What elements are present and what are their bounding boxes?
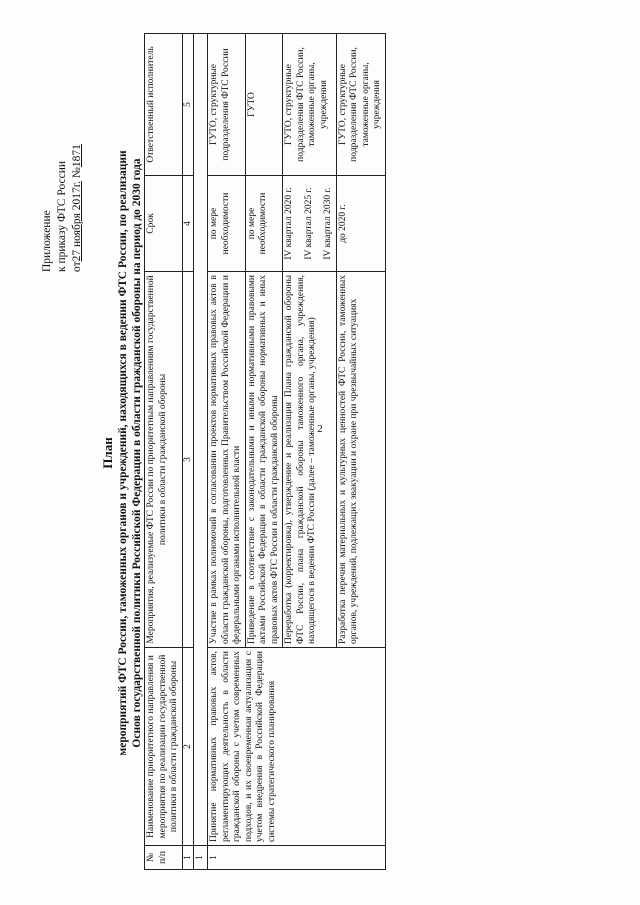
measure-text: Переработка (корректировка), утверждение и реализация Плана гражданской обороны ФТС России, плана гражданской обороны таможенного органа, учреждения, находящегося в ведении ФТС России (далее – таможенные органы, учреждения) <box>283 272 337 648</box>
rotated-content <box>32 33 608 873</box>
measure-text: Участие в рамках полномочий в согласовании проектов нормативных правовых актов в области гражданской обороны, подготовленных Правительством Российской Федерации и федеральными органами исполнительной власти <box>208 272 246 648</box>
term-gap <box>296 179 304 268</box>
column-number: 4 <box>182 176 193 272</box>
plan-title <box>100 33 144 873</box>
header-term: Срок <box>145 176 183 272</box>
column-number: 1 <box>182 846 193 870</box>
column-number: 2 <box>182 648 193 846</box>
measure-text: Разработка перечня материальных и культурных ценностей ФТС России, таможенных органов, учреждений, подлежащих эвакуации и охране при чрезвычайных ситуациях <box>336 272 385 648</box>
appendix-block <box>40 62 85 272</box>
measure-term: по мере необходимости <box>208 176 246 272</box>
header-responsible: Ответственный исполнитель <box>145 34 183 176</box>
column-number: 3 <box>182 272 193 648</box>
direction-cell: Принятие нормативных правовых актов, регламентирующих деятельность в области гражданской обороны с учетом современных подходов, и их своевременная актуализация с учетом внедрения в Российской Федерации системы стратегического планирования <box>208 648 386 846</box>
measure-term-line: IV квартал 2030 г. <box>323 187 333 260</box>
header-measures: Мероприятия, реализуемые ФТС России по приоритетным направлениям государственной политики в области гражданской обороны <box>145 272 183 648</box>
plan-table <box>144 33 386 870</box>
measure-term-line: IV квартал 2025 г. <box>303 187 314 260</box>
plan-title-word: План <box>100 437 115 469</box>
table-header-row <box>145 34 183 870</box>
term-gap <box>315 179 323 268</box>
measure-responsible: ГУТО, структурные подразделения ФТС России <box>208 34 246 176</box>
section-spacer <box>193 34 208 846</box>
measure-text: Приведение в соответствие с законодательными и иными нормативными правовыми актами Российской Федерации в области гражданской обороны нормативных и иных правовых актов ФТС России в области гражданской обороны <box>245 272 283 648</box>
measure-term-cell <box>283 176 337 272</box>
appendix-line3 <box>70 62 85 272</box>
section-row <box>193 34 208 870</box>
measure-responsible: ГУТО, структурные подразделения ФТС России, таможенные органы, учреждения <box>283 34 337 176</box>
appendix-date-prefix: от <box>71 261 83 272</box>
column-number-row <box>182 34 193 870</box>
plan-title-line2: Основ государственной политики Российской Федерации в области гражданской обороны на период до 2030 года <box>131 158 143 748</box>
measure-responsible: ГУТО, структурные подразделения ФТС России, таможенные органы, учреждения <box>336 34 385 176</box>
appendix-number: 1871 <box>71 144 83 168</box>
plan-title-line1: мероприятий ФТС России, таможенных органов и учреждений, находящихся в ведении ФТС России, по реализации <box>117 150 129 756</box>
column-number: 5 <box>182 34 193 176</box>
measure-term: до 2020 г. <box>336 176 385 272</box>
table-row <box>208 34 246 870</box>
appendix-number-prefix: № <box>71 167 83 181</box>
measure-term: по мере необходимости <box>245 176 283 272</box>
section-number: 1 <box>193 846 208 870</box>
measure-term-line: IV квартал 2020 г. <box>284 187 294 260</box>
page-number: 2 <box>317 423 323 435</box>
header-number: № п/п <box>145 846 183 870</box>
appendix-line2: к приказу ФТС России <box>56 161 68 272</box>
header-direction: Наименование приоритетного направления и мероприятия по реализации государственной политики в области гражданской обороны <box>145 648 183 846</box>
appendix-date: 27 ноября 2017г. <box>71 180 83 262</box>
appendix-line1: Приложение <box>41 210 53 272</box>
measure-responsible: ГУТО <box>245 34 283 176</box>
group-number: 1 <box>208 846 386 870</box>
